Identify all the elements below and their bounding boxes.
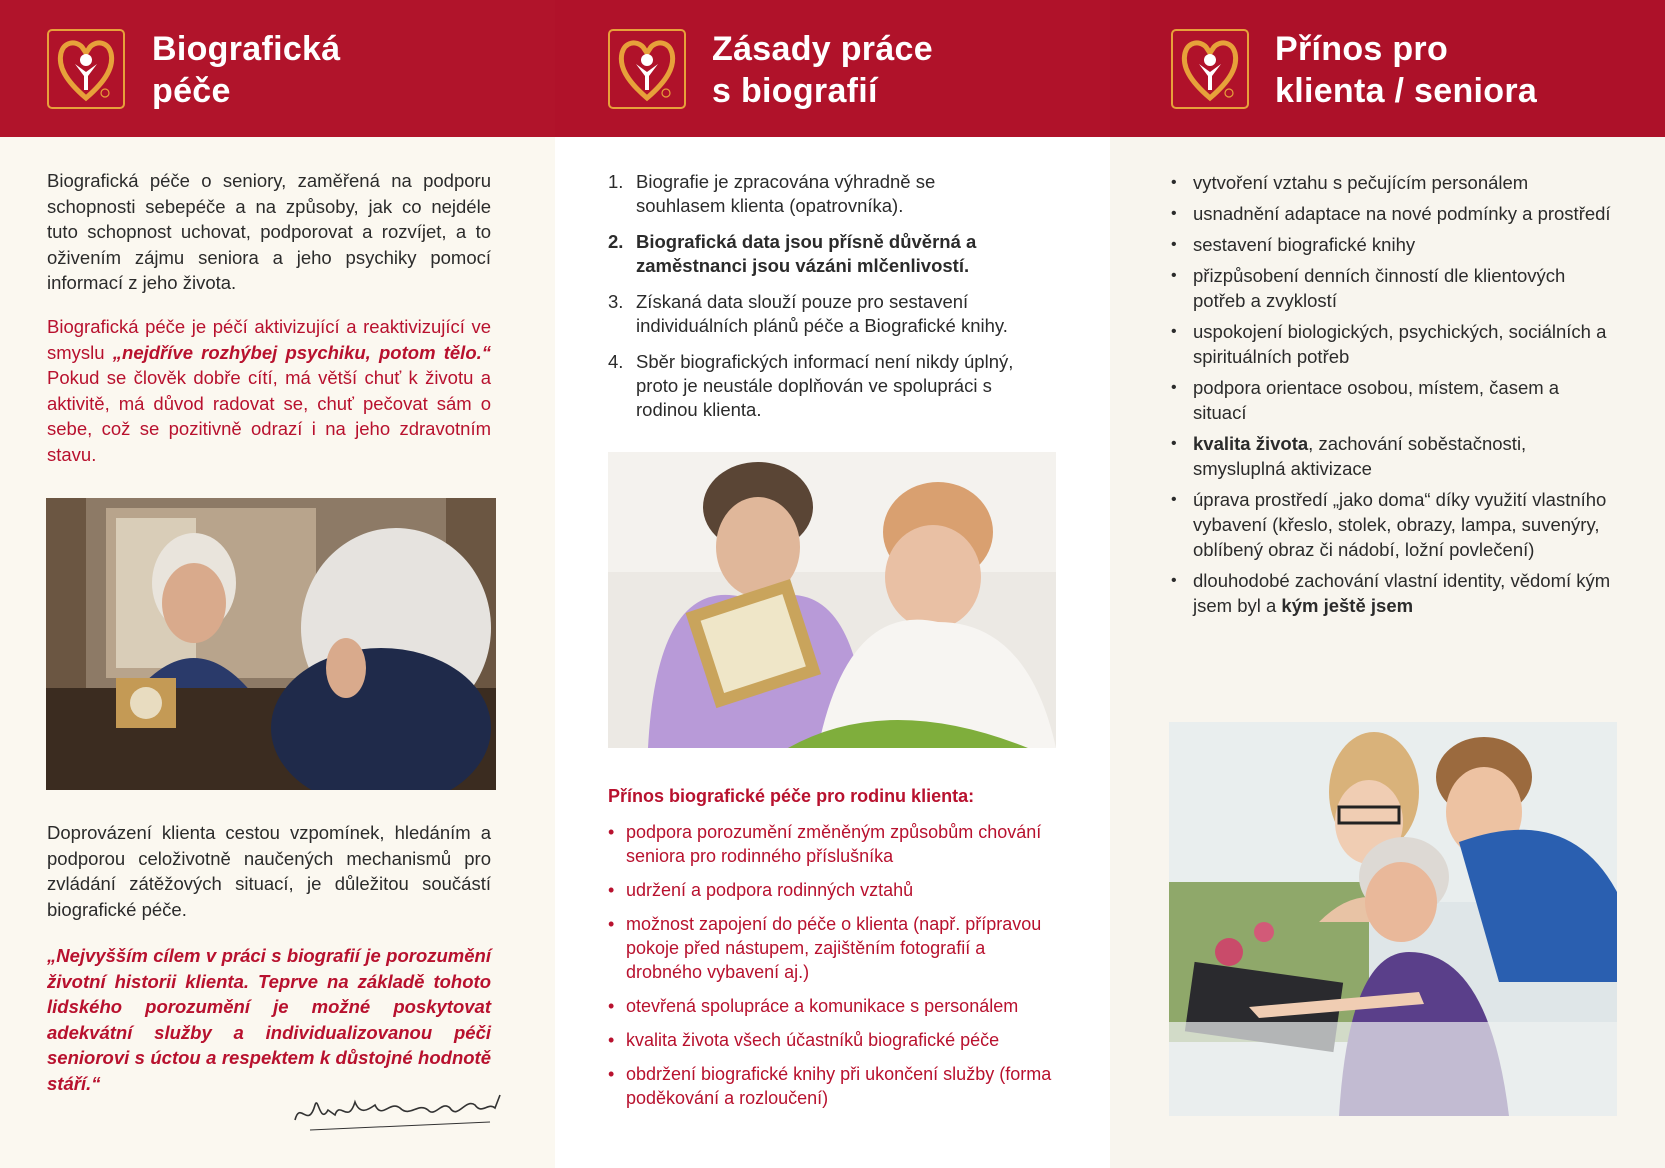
header-band [555, 0, 1110, 137]
benefit-item [1167, 170, 1617, 195]
bullet: • [1171, 174, 1177, 191]
title-line-2: klienta / seniora [1275, 72, 1538, 110]
bullet: • [1171, 572, 1177, 589]
bullet: • [1171, 205, 1177, 222]
benefit-text: dlouhodobé zachování vlastní identity, vědomí kým jsem byl a [1193, 570, 1611, 616]
family-benefit-text: kvalita života všech účastníků biografické péče [626, 1030, 1000, 1050]
principle-text: Sběr biografických informací není nikdy úplný, proto je neustále doplňován ve spolupráci s rodinou klienta. [636, 351, 1014, 420]
family-benefit-text: obdržení biografické knihy při ukončení služby (forma poděkování a rozloučení) [626, 1064, 1052, 1108]
photo-family-with-laptop [1169, 722, 1617, 1116]
benefit-bold-text: kvalita života [1193, 433, 1309, 454]
heart-person-logo-icon [1171, 29, 1249, 109]
benefit-item [1167, 431, 1617, 481]
benefit-text: , zachování soběstačnosti, smysluplná aktivizace [1193, 433, 1527, 479]
principle-number: 4. [608, 351, 624, 372]
signature-image [290, 1080, 510, 1140]
heart-person-logo-icon [47, 29, 125, 109]
benefit-text: uspokojení biologických, psychických, sociálních a spirituálních potřeb [1193, 321, 1607, 367]
principle-number: 3. [608, 291, 624, 312]
bullet: • [1171, 435, 1177, 452]
bullet: • [1171, 267, 1177, 284]
benefit-bold-text: kým ještě jsem [1281, 595, 1414, 616]
page-title [712, 28, 933, 112]
bullet: • [608, 996, 615, 1016]
principle-item [608, 170, 1028, 218]
benefit-item [1167, 487, 1617, 562]
header-band [1110, 0, 1665, 137]
bullet: • [608, 1064, 615, 1084]
family-benefit-item [608, 820, 1058, 868]
family-benefit-text: udržení a podpora rodinných vztahů [626, 880, 914, 900]
benefit-text: úprava prostředí „jako doma“ díky využití vlastního vybavení (křeslo, stolek, obrazy, lampa, suvenýry, oblíbený obraz či nádobí, ložní povlečení) [1193, 489, 1607, 560]
principle-text: Biografická data jsou přísně důvěrná a zaměstnanci jsou vázáni mlčenlivostí. [636, 231, 977, 276]
family-benefits-heading: Přínos biografické péče pro rodinu klienta: [608, 786, 975, 806]
title-line-1: Zásady práce [712, 30, 933, 68]
panel-biographical-care [0, 0, 555, 1168]
benefit-text: přizpůsobení denních činností dle klientových potřeb a zvyklostí [1193, 265, 1566, 311]
principle-item [608, 230, 1028, 278]
family-benefit-item [608, 912, 1058, 984]
bullet: • [608, 914, 615, 934]
red-paragraph-quote: „nejdříve rozhýbej psychiku, potom tělo.“ [112, 341, 492, 363]
page-title [152, 28, 340, 112]
principle-item [608, 290, 1028, 338]
benefit-item [1167, 568, 1617, 618]
bullet: • [1171, 323, 1177, 340]
principle-number: 1. [608, 171, 624, 192]
red-paragraph-start: Biografická péče je péčí aktivizující a reaktivizující ve smyslu [47, 316, 491, 363]
paragraph-memories: Doprovázení klienta cestou vzpomínek, hledáním a podporou celoživotně naučených mechanismů pro zvládání zátěžových situací, je důležitou součástí biografické péče. [47, 822, 491, 920]
quote-paragraph: „Nejvyšším cílem v práci s biografií je porozumění životní historii klienta. Teprve na základě tohoto lidského porozumění je možné poskytovat adekvátní služby a individualizovanou péči seniorovi s úctou a respektem k důstojné hodnotě stáří.“ [47, 945, 491, 1094]
bullet: • [608, 822, 615, 842]
bullet: • [608, 1030, 615, 1050]
family-benefit-item [608, 1028, 1058, 1052]
family-benefit-item [608, 1062, 1058, 1110]
family-benefit-item [608, 994, 1058, 1018]
panel-principles [555, 0, 1110, 1168]
family-benefits-list [608, 820, 1058, 1120]
bullet: • [608, 880, 615, 900]
red-paragraph [47, 314, 491, 467]
benefit-item [1167, 319, 1617, 369]
benefit-text: sestavení biografické knihy [1193, 234, 1416, 255]
principles-list [608, 170, 1028, 434]
title-line-1: Přínos pro [1275, 30, 1449, 68]
benefit-item [1167, 232, 1617, 257]
bullet: • [1171, 491, 1177, 508]
bullet: • [1171, 379, 1177, 396]
header-band [0, 0, 555, 137]
principle-number: 2. [608, 231, 624, 252]
benefit-text: usnadnění adaptace na nové podmínky a prostředí [1193, 203, 1611, 224]
benefit-item [1167, 263, 1617, 313]
heart-person-logo-icon [608, 29, 686, 109]
photo-two-women-with-frame [608, 452, 1056, 748]
benefit-text: vytvoření vztahu s pečujícím personálem [1193, 172, 1529, 193]
principle-text: Získaná data slouží pouze pro sestavení individuálních plánů péče a Biografické knihy. [636, 291, 1008, 336]
benefit-item [1167, 375, 1617, 425]
family-benefit-text: možnost zapojení do péče o klienta (např. přípravou pokoje před nástupem, zajištěním fotografií a drobného vybavení aj.) [626, 914, 1042, 982]
bullet: • [1171, 236, 1177, 253]
red-paragraph-end: Pokud se člověk dobře cítí, má větší chuť k životu a aktivitě, má důvod radovat se, chuť pečovat sám o sebe, což se pozitivně odrazí i na jeho zdravotním stavu. [47, 367, 491, 465]
title-line-2: péče [152, 72, 231, 110]
page-title [1275, 28, 1537, 112]
intro-paragraph: Biografická péče o seniory, zaměřená na podporu schopnosti sebepéče a na způsoby, jak co nejdéle tuto schopnost uchovat, podporovat a rozvíjet, a to oživením zájmu seniora a jeho psychiky pomocí informací z jeho života. [47, 170, 491, 293]
principle-item [608, 350, 1028, 422]
benefit-text: podpora orientace osobou, místem, časem a situací [1193, 377, 1560, 423]
principle-text: Biografie je zpracována výhradně se souhlasem klienta (opatrovníka). [636, 171, 936, 216]
panel-client-benefits [1110, 0, 1665, 1168]
benefit-item [1167, 201, 1617, 226]
family-benefit-text: otevřená spolupráce a komunikace s personálem [626, 996, 1019, 1016]
family-benefit-text: podpora porozumění změněným způsobům chování seniora pro rodinného příslušníka [626, 822, 1042, 866]
client-benefits-list [1167, 170, 1617, 624]
family-benefit-item [608, 878, 1058, 902]
title-line-1: Biografická [152, 30, 341, 68]
title-line-2: s biografií [712, 72, 878, 110]
photo-woman-at-mirror [46, 498, 496, 790]
